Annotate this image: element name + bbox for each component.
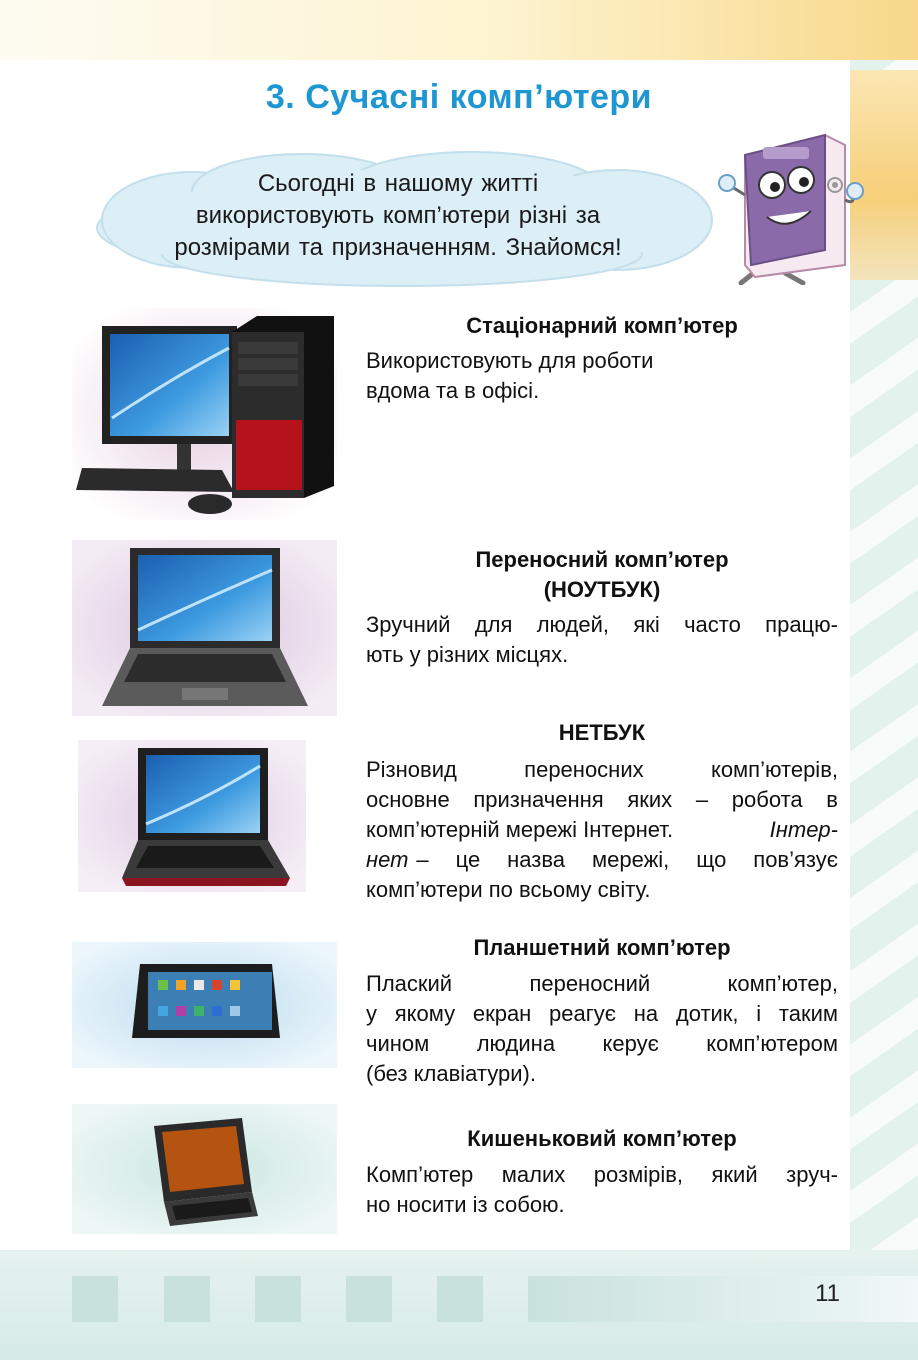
desktop-computer-icon [72, 308, 337, 520]
intro-line: використовують комп’ютери різні за [195, 202, 601, 229]
intro-line: Сьогодні в нашому житті [257, 170, 539, 197]
desc-line: чином людина керує комп’ютером [366, 1031, 838, 1056]
tablet-icon [72, 942, 337, 1068]
desc-line: комп’ютери по всьому світу. [366, 877, 651, 902]
section-description [366, 610, 838, 670]
laptop-icon [72, 540, 337, 716]
page-title: 3. Сучасні комп’ютери [265, 78, 653, 116]
desc-line: но носити із собою. [366, 1192, 565, 1217]
section-heading: Переносний комп’ютер [475, 547, 729, 572]
pocket-computer-icon [72, 1104, 337, 1234]
intro-text [108, 168, 688, 264]
section-description [366, 1160, 838, 1220]
desc-line: Зручний для людей, які часто працю- [366, 612, 838, 637]
footer-square [437, 1276, 483, 1322]
footer-square [164, 1276, 210, 1322]
desc-line: Використовують для роботи [366, 348, 654, 373]
desc-line: ють у різних місцях. [366, 642, 569, 667]
footer-square [72, 1276, 118, 1322]
desc-line: комп’ютерній мережі Інтернет. [366, 817, 674, 842]
desc-italic-term: нет [366, 847, 409, 872]
intro-line: розмірами та призначенням. Знайомся! [174, 234, 622, 261]
section-heading: Планшетний комп’ютер [473, 935, 731, 960]
section-heading-secondary: (НОУТБУК) [543, 577, 661, 602]
desc-line: основне призначення яких – робота в [366, 787, 838, 812]
desc-italic-term: Інтер- [769, 817, 838, 842]
section-heading: Кишеньковий комп’ютер [467, 1126, 737, 1151]
footer-square [346, 1276, 392, 1322]
desc-line: вдома та в офісі. [366, 378, 540, 403]
page-number: 11 [815, 1280, 840, 1307]
section-heading: НЕТБУК [558, 720, 646, 745]
desc-line: (без клавіатури). [366, 1061, 536, 1086]
footer-square [255, 1276, 301, 1322]
desc-line: у якому екран реагує на дотик, і таким [366, 1001, 838, 1026]
section-heading: Стаціонарний комп’ютер [466, 313, 738, 338]
section-description [366, 969, 838, 1089]
desc-line: Плаский переносний комп’ютер, [366, 971, 838, 996]
desc-line: Різновид переносних комп’ютерів, [366, 757, 838, 782]
netbook-icon [78, 740, 306, 892]
footer-bar [528, 1276, 918, 1322]
section-description [366, 755, 838, 905]
desc-line: Комп’ютер малих розмірів, який зруч- [366, 1162, 838, 1187]
computer-mascot-icon [715, 125, 865, 285]
desc-line: – це назва мережі, що пов’язує [416, 847, 838, 872]
section-description [366, 346, 838, 406]
